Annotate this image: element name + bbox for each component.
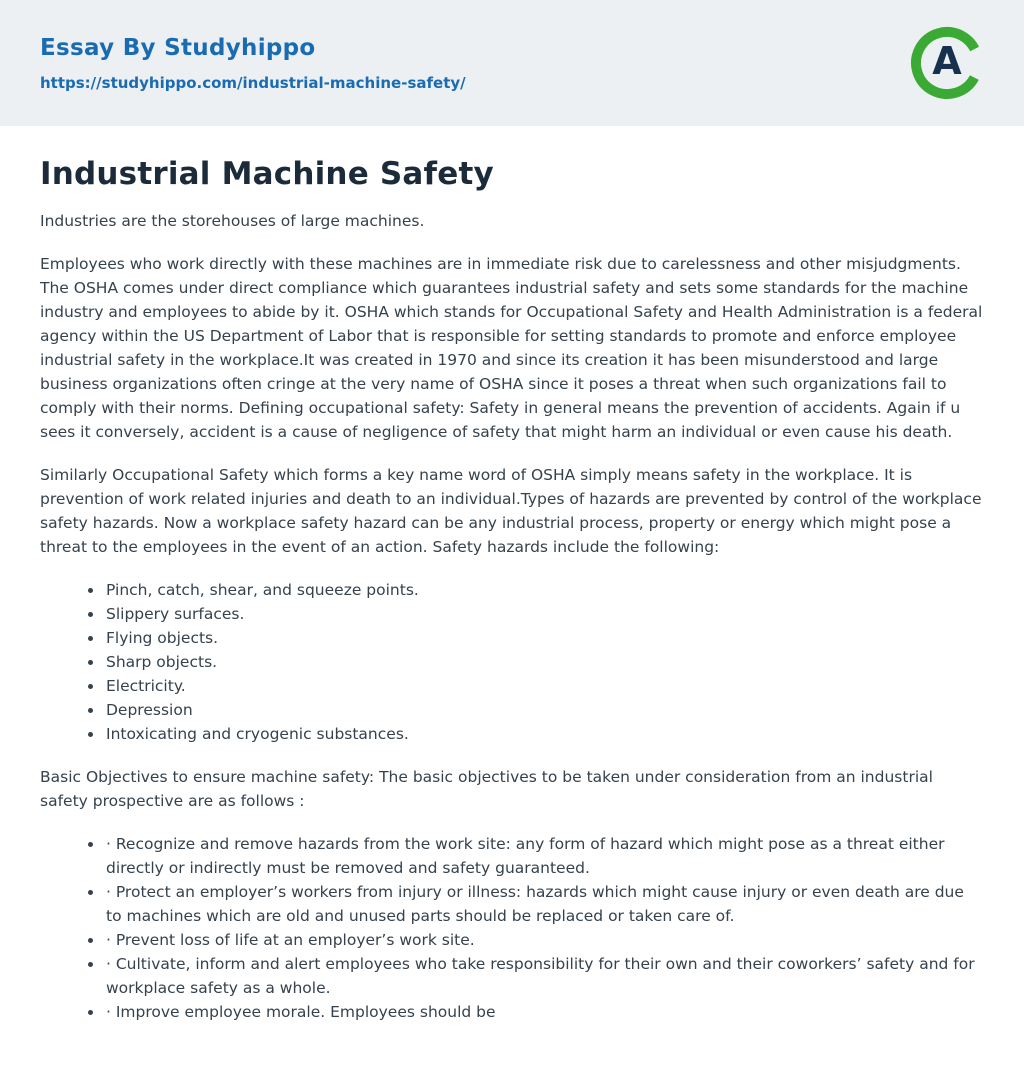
list-item: • Slippery surfaces. <box>104 602 984 626</box>
essay-url-link[interactable]: https://studyhippo.com/industrial-machine-safety/ <box>40 73 466 92</box>
list-item: • Intoxicating and cryogenic substances. <box>104 722 984 746</box>
list-item: • Depression <box>104 698 984 722</box>
paragraph-intro: Industries are the storehouses of large machines. <box>40 212 425 230</box>
list-item: • · Prevent loss of life at an employer’s work site. <box>104 928 984 952</box>
list-item: • Pinch, catch, shear, and squeeze points. <box>104 578 984 602</box>
logo-letter: A <box>932 39 962 84</box>
objectives-list <box>40 832 984 1024</box>
list-item: • Electricity. <box>104 674 984 698</box>
page-header <box>0 0 1024 126</box>
site-title: Essay By Studyhippo <box>40 34 316 61</box>
paragraph-osha: Employees who work directly with these machines are in immediate risk due to carelessness and other misjudgments. The OSHA comes under direct compliance which guarantees industrial safety and sets some standards for the machine industry and employees to abide by it. OSHA which stands for Occupational Safety and Health Administration is a federal agency within the US Department of Labor that is responsible for setting standards to promote and enforce employee industrial safety in the workplace.It was created in 1970 and since its creation it has been misunderstood and large business organizations often cringe at the very name of OSHA since it poses a threat when such organizations fail to comply with their norms. Defining occupational safety: Safety in general means the prevention of accidents. Again if u sees it conversely, accident is a cause of negligence of safety that might harm an individual or even cause his death. <box>40 255 983 441</box>
list-item: • Sharp objects. <box>104 650 984 674</box>
paragraph-occupational-safety: Similarly Occupational Safety which forms a key name word of OSHA simply means safety in the workplace. It is prevention of work related injuries and death to an individual.Types of hazards are prevented by control of the workplace safety hazards. Now a workplace safety hazard can be any industrial process, property or energy which might pose a threat to the employees in the event of an action. Safety hazards include the following: <box>40 466 982 556</box>
list-item: • · Improve employee morale. Employees should be <box>104 1000 984 1024</box>
hazards-list <box>40 578 984 746</box>
list-item: • · Protect an employer’s workers from injury or illness: hazards which might cause injury or even death are due to machines which are old and unused parts should be replaced or taken care of. <box>104 880 984 928</box>
essay-title: Industrial Machine Safety <box>40 156 494 192</box>
studyhippo-logo <box>910 26 984 100</box>
header-text <box>40 35 466 92</box>
list-item: • · Cultivate, inform and alert employees who take responsibility for their own and their coworkers’ safety and for workplace safety as a whole. <box>104 952 984 1000</box>
essay-content <box>0 156 1024 1024</box>
list-item: • · Recognize and remove hazards from the work site: any form of hazard which might pose as a threat either directly or indirectly must be removed and safety guaranteed. <box>104 832 984 880</box>
paragraph-basic-objectives: Basic Objectives to ensure machine safety: The basic objectives to be taken under consideration from an industrial safety prospective are as follows : <box>40 768 933 810</box>
list-item: • Flying objects. <box>104 626 984 650</box>
